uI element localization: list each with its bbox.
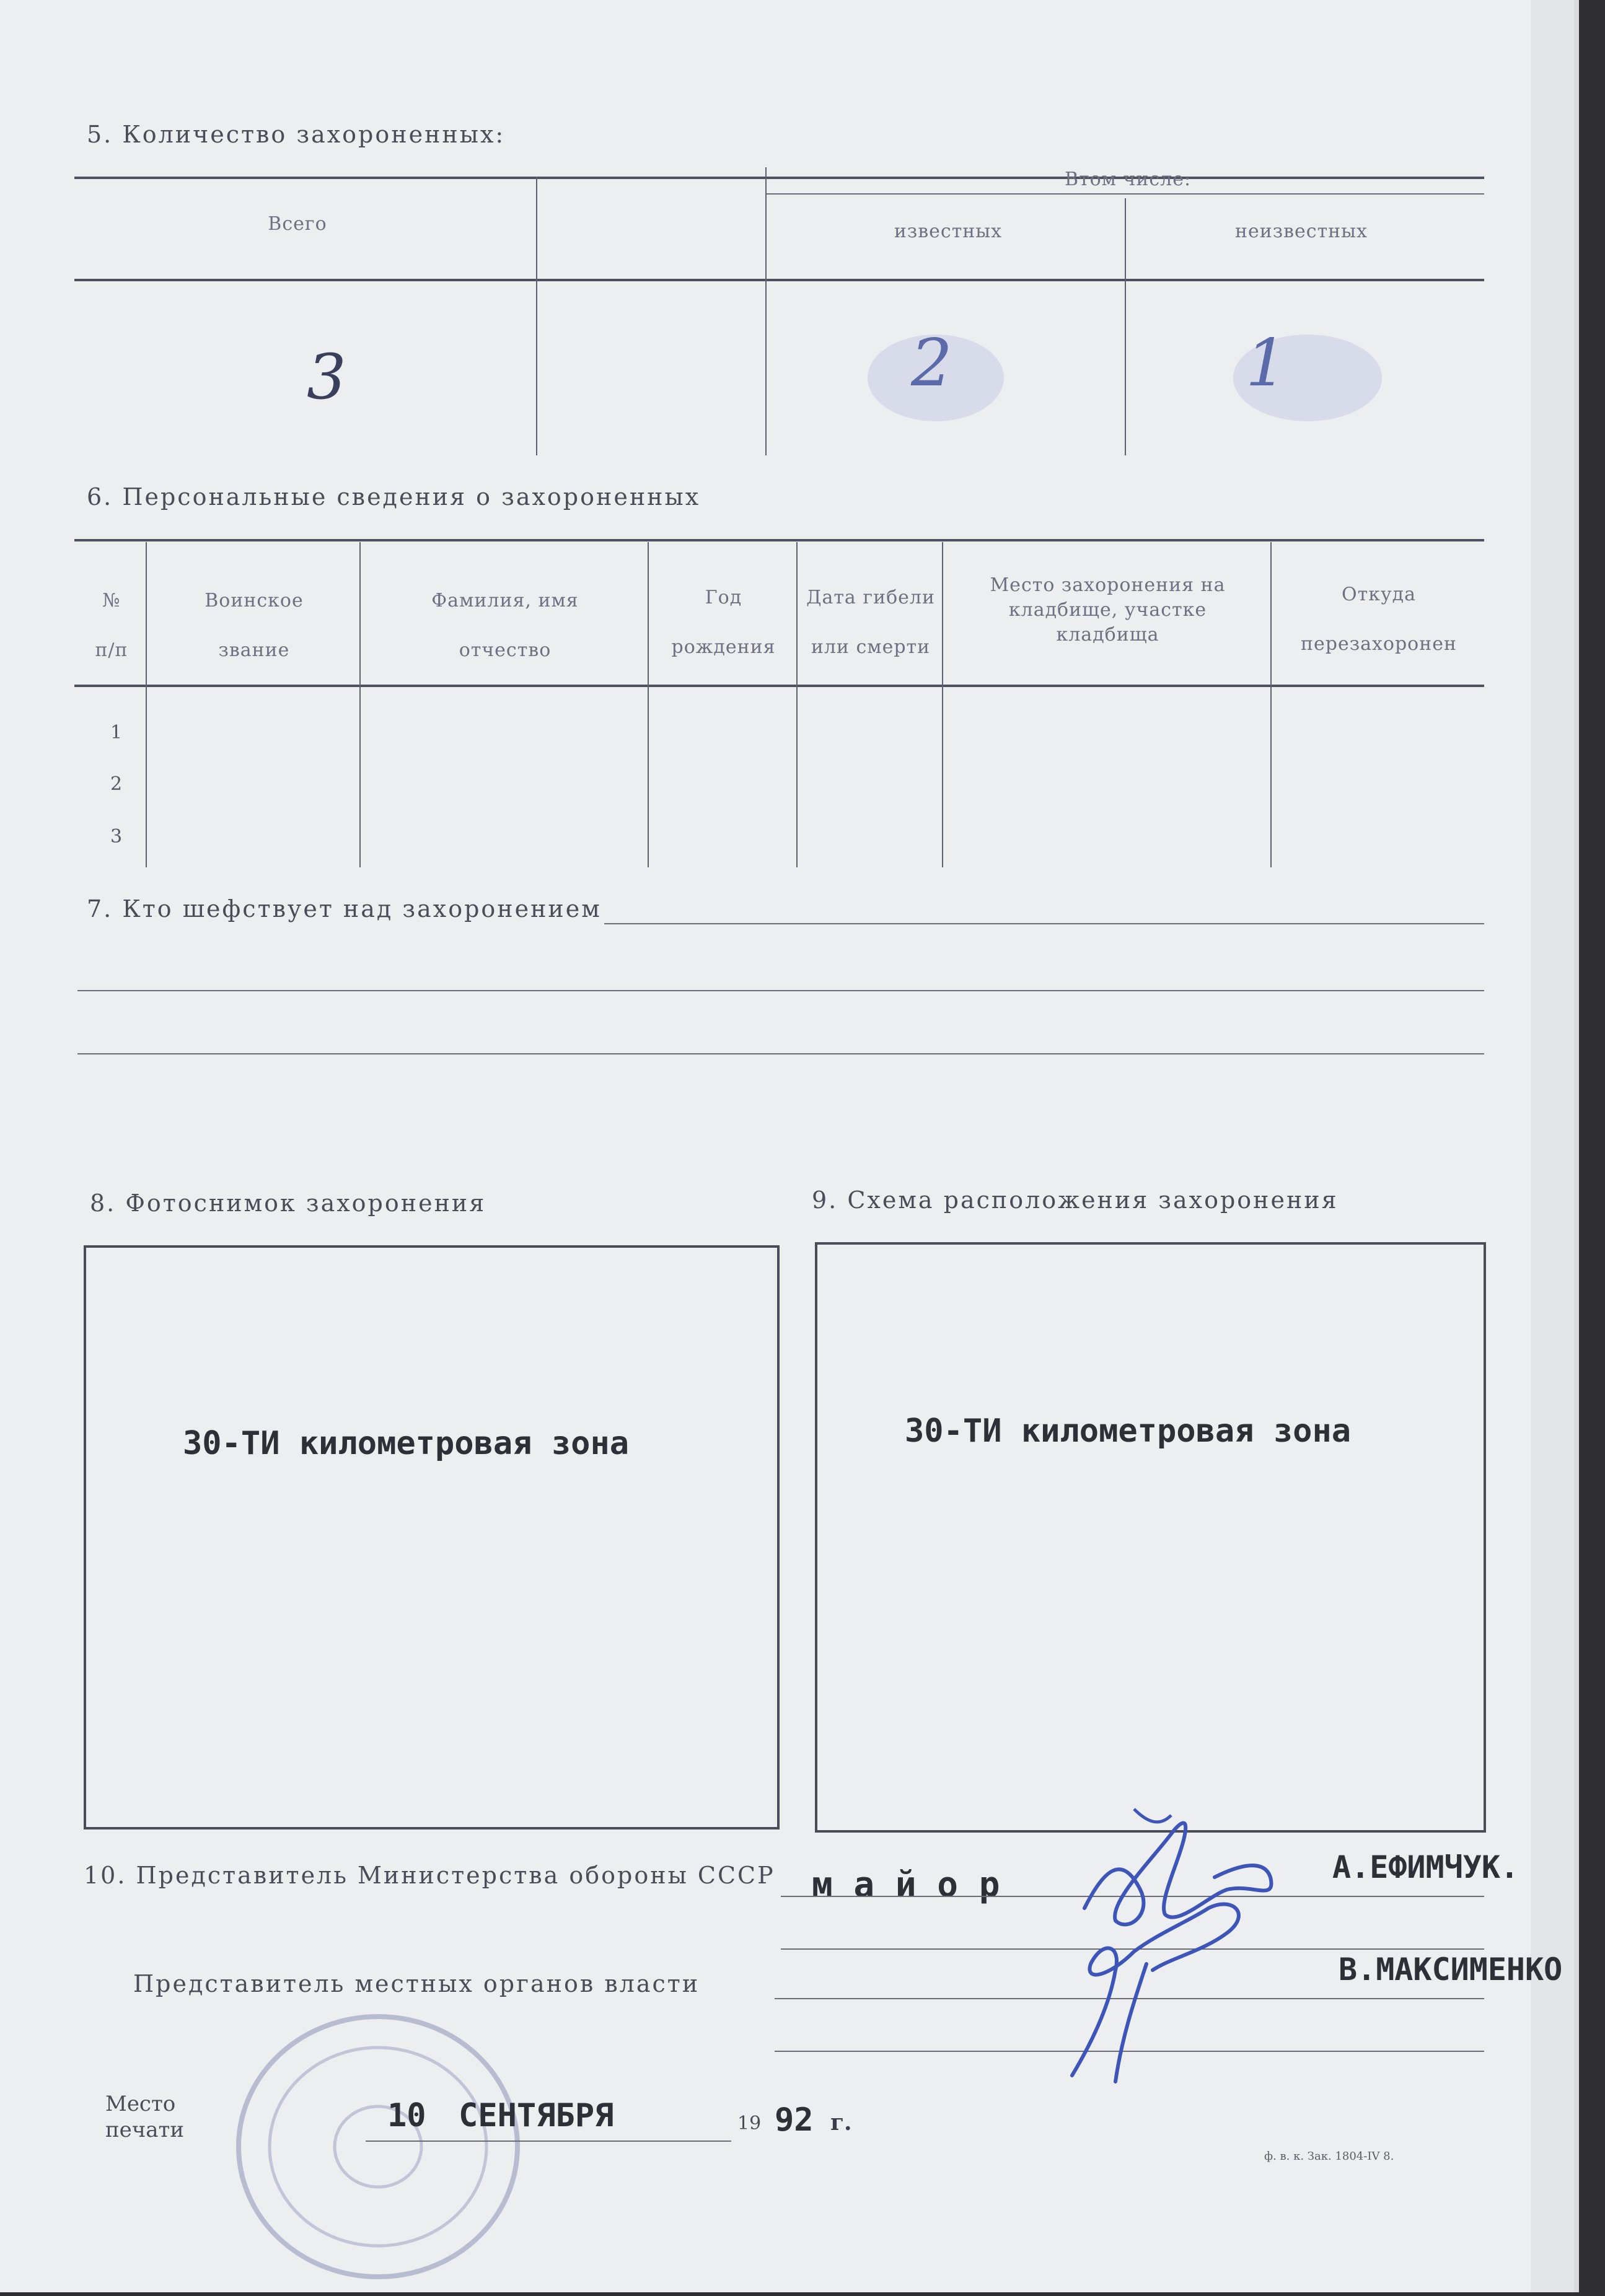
- section7-fill-line: [77, 1053, 1484, 1054]
- print-code: ф. в. к. Зак. 1804-IV 8.: [1264, 2150, 1394, 2163]
- year-abbrev: г.: [830, 2110, 852, 2136]
- local-representative-label: Представитель местных органов власти: [133, 1970, 700, 1997]
- section5-vline-3: [1125, 198, 1126, 455]
- section5-subheader-rule: [765, 193, 1484, 195]
- section6-vline: [648, 542, 649, 867]
- section5-vline-2: [765, 167, 767, 455]
- header-line: или смерти: [811, 636, 931, 658]
- header-line: Фамилия, имя: [431, 590, 579, 611]
- section5-top-rule: [74, 177, 1484, 179]
- local-name: В.МАКСИМЕНКО: [1339, 1952, 1563, 1987]
- col-total-header: Всего: [268, 213, 327, 235]
- mo-representative-label: 10. Представитель Министерства обороны СССР: [84, 1862, 775, 1889]
- header-line: Место захоронения на: [990, 574, 1226, 596]
- section6-vline: [359, 542, 361, 867]
- header-line: перезахоронен: [1301, 633, 1457, 655]
- row-number: 2: [110, 773, 123, 795]
- col-including-header: Втом числе:: [1064, 169, 1192, 190]
- section6-vline: [146, 542, 147, 867]
- header-reburied-from: [1273, 570, 1484, 669]
- section6-header-rule: [74, 685, 1484, 687]
- header-line: кладбище, участке: [1008, 599, 1207, 621]
- section6-vline: [1270, 542, 1272, 867]
- header-line: Год: [705, 587, 742, 608]
- mo-rank: м а й о р: [812, 1865, 1000, 1905]
- seal-label-line: печати: [105, 2118, 185, 2142]
- section5-title: 5. Количество захороненных:: [87, 121, 506, 148]
- date-month: СЕНТЯБРЯ: [459, 2097, 614, 2134]
- scheme-box-text: 30-ТИ километровая зона: [905, 1413, 1352, 1450]
- col-unknown-header: неизвестных: [1235, 221, 1368, 242]
- date-line: [366, 2140, 731, 2142]
- mo-name: А.ЕФИМЧУК.: [1332, 1849, 1519, 1885]
- row-number: 3: [110, 826, 123, 848]
- header-line: рождения: [671, 636, 776, 658]
- header-line: Воинское: [204, 590, 304, 611]
- year-prefix: 19: [737, 2113, 762, 2134]
- section8-title: 8. Фотоснимок захоронения: [90, 1190, 486, 1217]
- header-number: [77, 576, 146, 675]
- header-birth-year: [651, 573, 796, 672]
- section6-vline: [942, 542, 943, 867]
- header-full-name: [363, 576, 648, 675]
- header-line: отчество: [459, 639, 552, 661]
- section7-title: 7. Кто шефствует над захоронением: [87, 895, 602, 922]
- photo-box: [84, 1245, 780, 1829]
- paper-edge: [1531, 0, 1574, 2292]
- seal-place-label: [105, 2091, 184, 2143]
- header-death-date: [799, 573, 942, 672]
- header-line: Откуда: [1342, 584, 1416, 605]
- value-unknown: 1: [1246, 325, 1287, 401]
- section6-title: 6. Персональные сведения о захороненных: [87, 483, 701, 510]
- photo-box-text: 30-ТИ километровая зона: [183, 1425, 630, 1462]
- section6-vline: [796, 542, 798, 867]
- section7-fill-line: [604, 923, 1484, 924]
- header-line: Дата гибели: [806, 587, 935, 608]
- date-day: 10: [387, 2097, 426, 2134]
- header-burial-place: [945, 573, 1270, 647]
- header-line: п/п: [95, 639, 128, 661]
- value-total: 3: [307, 341, 346, 413]
- section7-fill-line: [77, 990, 1484, 991]
- section6-top-rule: [74, 539, 1484, 541]
- signature-local: [1047, 1896, 1308, 2094]
- header-line: №: [102, 590, 121, 611]
- seal-label-line: Место: [105, 2092, 176, 2116]
- row-number: 1: [110, 722, 123, 743]
- section5-vline-1: [536, 177, 537, 455]
- section5-header-rule: [74, 279, 1484, 281]
- value-known: 2: [911, 325, 952, 401]
- header-line: кладбища: [1056, 624, 1159, 646]
- official-seal: [229, 2007, 527, 2286]
- section9-title: 9. Схема расположения захоронения: [812, 1186, 1339, 1214]
- header-rank: [149, 576, 359, 675]
- header-line: звание: [218, 639, 290, 661]
- scheme-box: [815, 1242, 1486, 1833]
- col-known-header: известных: [894, 221, 1003, 242]
- year-suffix: 92: [775, 2101, 814, 2139]
